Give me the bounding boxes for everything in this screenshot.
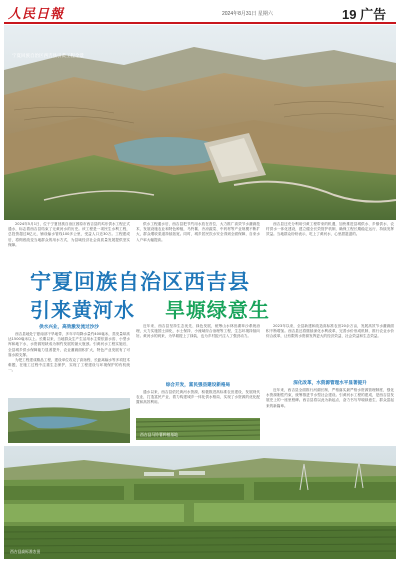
article-paragraph: 2024年5月1日，位于宁夏回族自治区固原市西吉县的鸡东供水工程正式通水，标志着西吉县结束了无黄河水的历史。该工程是一项民生水利工程，总投资超过8亿元，铺设输水管线100多公里，受益人口近30万。工程建成后，将彻底改变当地群众的用水方式，为县域经济社会高质量发展提供坚实保障。 [8, 222, 130, 247]
headline-line2-part2: 旱塬绿意生 [164, 298, 270, 322]
farmland-image [4, 446, 396, 559]
dateline: 2024年8月31日 星期六 [222, 11, 273, 17]
article-paragraph: 通水以来，西吉县依托黄河水资源，积极推进高标准农田建设，发展现代农业，打造富民产业，着力构建城乡一体化供水格局，实现了水资源的优化配置和高效利用。 [136, 390, 260, 405]
article-paragraph: 西吉县地处宁夏南部干旱地带，多年平均降水量约400毫米，蒸发量却高达1500毫米以上。长期以来，当地群众生产生活用水主要依靠水窖、小型水库和地下水，水资源短缺成为制约发展的最大瓶颈。引黄河水工程实施后，全县城乡供水保障能力显著提升，农业灌溉面积扩大，特色产业发展有了可靠水源支撑。 [8, 332, 130, 357]
right-column-bottom [266, 388, 394, 440]
article-paragraph: 近年来，西吉县坚持生态优先、绿色发展，统筹山水林田湖草沙系统治理，大力实施国土绿化、水土保持、小流域综合治理等工程，生态环境持续向好。黄河水的到来，为旱塬披上了绿装，也为乡村振兴注入了强劲动力。 [136, 324, 260, 339]
section-heading-1: 供水兴业，高效激发流过沙沙 [39, 325, 99, 330]
article-paragraph: 西吉县还充分利用引黄工程带来的机遇，加快推进县城供水、乡镇供水、农村供水一体化建设，建立健全长效管护机制，确保工程长期稳定运行、持续发挥效益。当地群众纷纷表示，吃上了黄河水，心里甜滋滋的。 [266, 222, 394, 237]
masthead [6, 2, 394, 22]
article-paragraph: 为把工程建成精品工程，建设单位攻克了高扬程、长距离输水等多项技术难题，在施工过程中注重生态保护，实现了工程建设与环境保护的有机统一。 [8, 358, 130, 373]
photo-farmland [4, 446, 396, 559]
reservoir-image [8, 398, 130, 443]
left-column-intro [8, 222, 130, 262]
left-column-body [8, 332, 130, 394]
right-column-body [266, 324, 394, 376]
article-paragraph: 供水工程通水后，西吉县把节约用水放在首位，大力推广高效节水灌溉技术，发展设施农业和特色种植，马铃薯、冷凉蔬菜、中药材等产业规模不断扩大，群众增收渠道持续拓宽。同时，城乡居民饮水安全得到全面保障，自来水入户率大幅提高。 [136, 222, 260, 242]
photo-caption-center: 西吉县马铃薯种植基地 [140, 433, 178, 437]
right-column-intro [266, 222, 394, 262]
middle-column-bottom [136, 390, 260, 416]
photo-potato-field [136, 418, 260, 440]
photo-caption-bottom: 西吉县高标准农田 [10, 550, 41, 554]
hero-caption: 宁夏回族自治区西吉县引黄工程全景 [12, 53, 84, 58]
middle-column-body [136, 324, 260, 378]
newspaper-logo: 人民日報 [8, 7, 65, 22]
photo-reservoir [8, 398, 130, 443]
headline-line2-part1: 引来黄河水 [30, 298, 135, 322]
headline-line2 [30, 294, 270, 323]
hero-photo [4, 25, 396, 220]
article-paragraph: 近年来，西吉县全面推行河湖长制，严格落实最严格水资源管理制度，强化水资源刚性约束，统筹推进节水型社会建设。引黄河水工程的建成，是西吉县发展史上的一座里程碑。西吉县将以此为新起点，奋力书写旱塬绿意生、群众富起来的新篇章。 [266, 388, 394, 408]
headline-line1: 宁夏回族自治区西吉县 [30, 270, 250, 294]
section-heading-3: 深化改革，水资源管理水平显著提升 [293, 381, 367, 386]
section-heading-2: 综合开发，富民强县建设新格局 [165, 383, 231, 388]
header-rule [4, 22, 396, 24]
middle-column-intro [136, 222, 260, 262]
page-label: 19 广告 [342, 7, 387, 22]
article-paragraph: 2023年以来，全县新建和改造高标准农田20余万亩，发展高效节水灌溉面积不断增加。西吉县还将继续深化水利改革，完善水价形成机制，推行农业水价综合改革，让有限的水资源发挥更大的经济效益、社会效益和生态效益。 [266, 324, 394, 339]
